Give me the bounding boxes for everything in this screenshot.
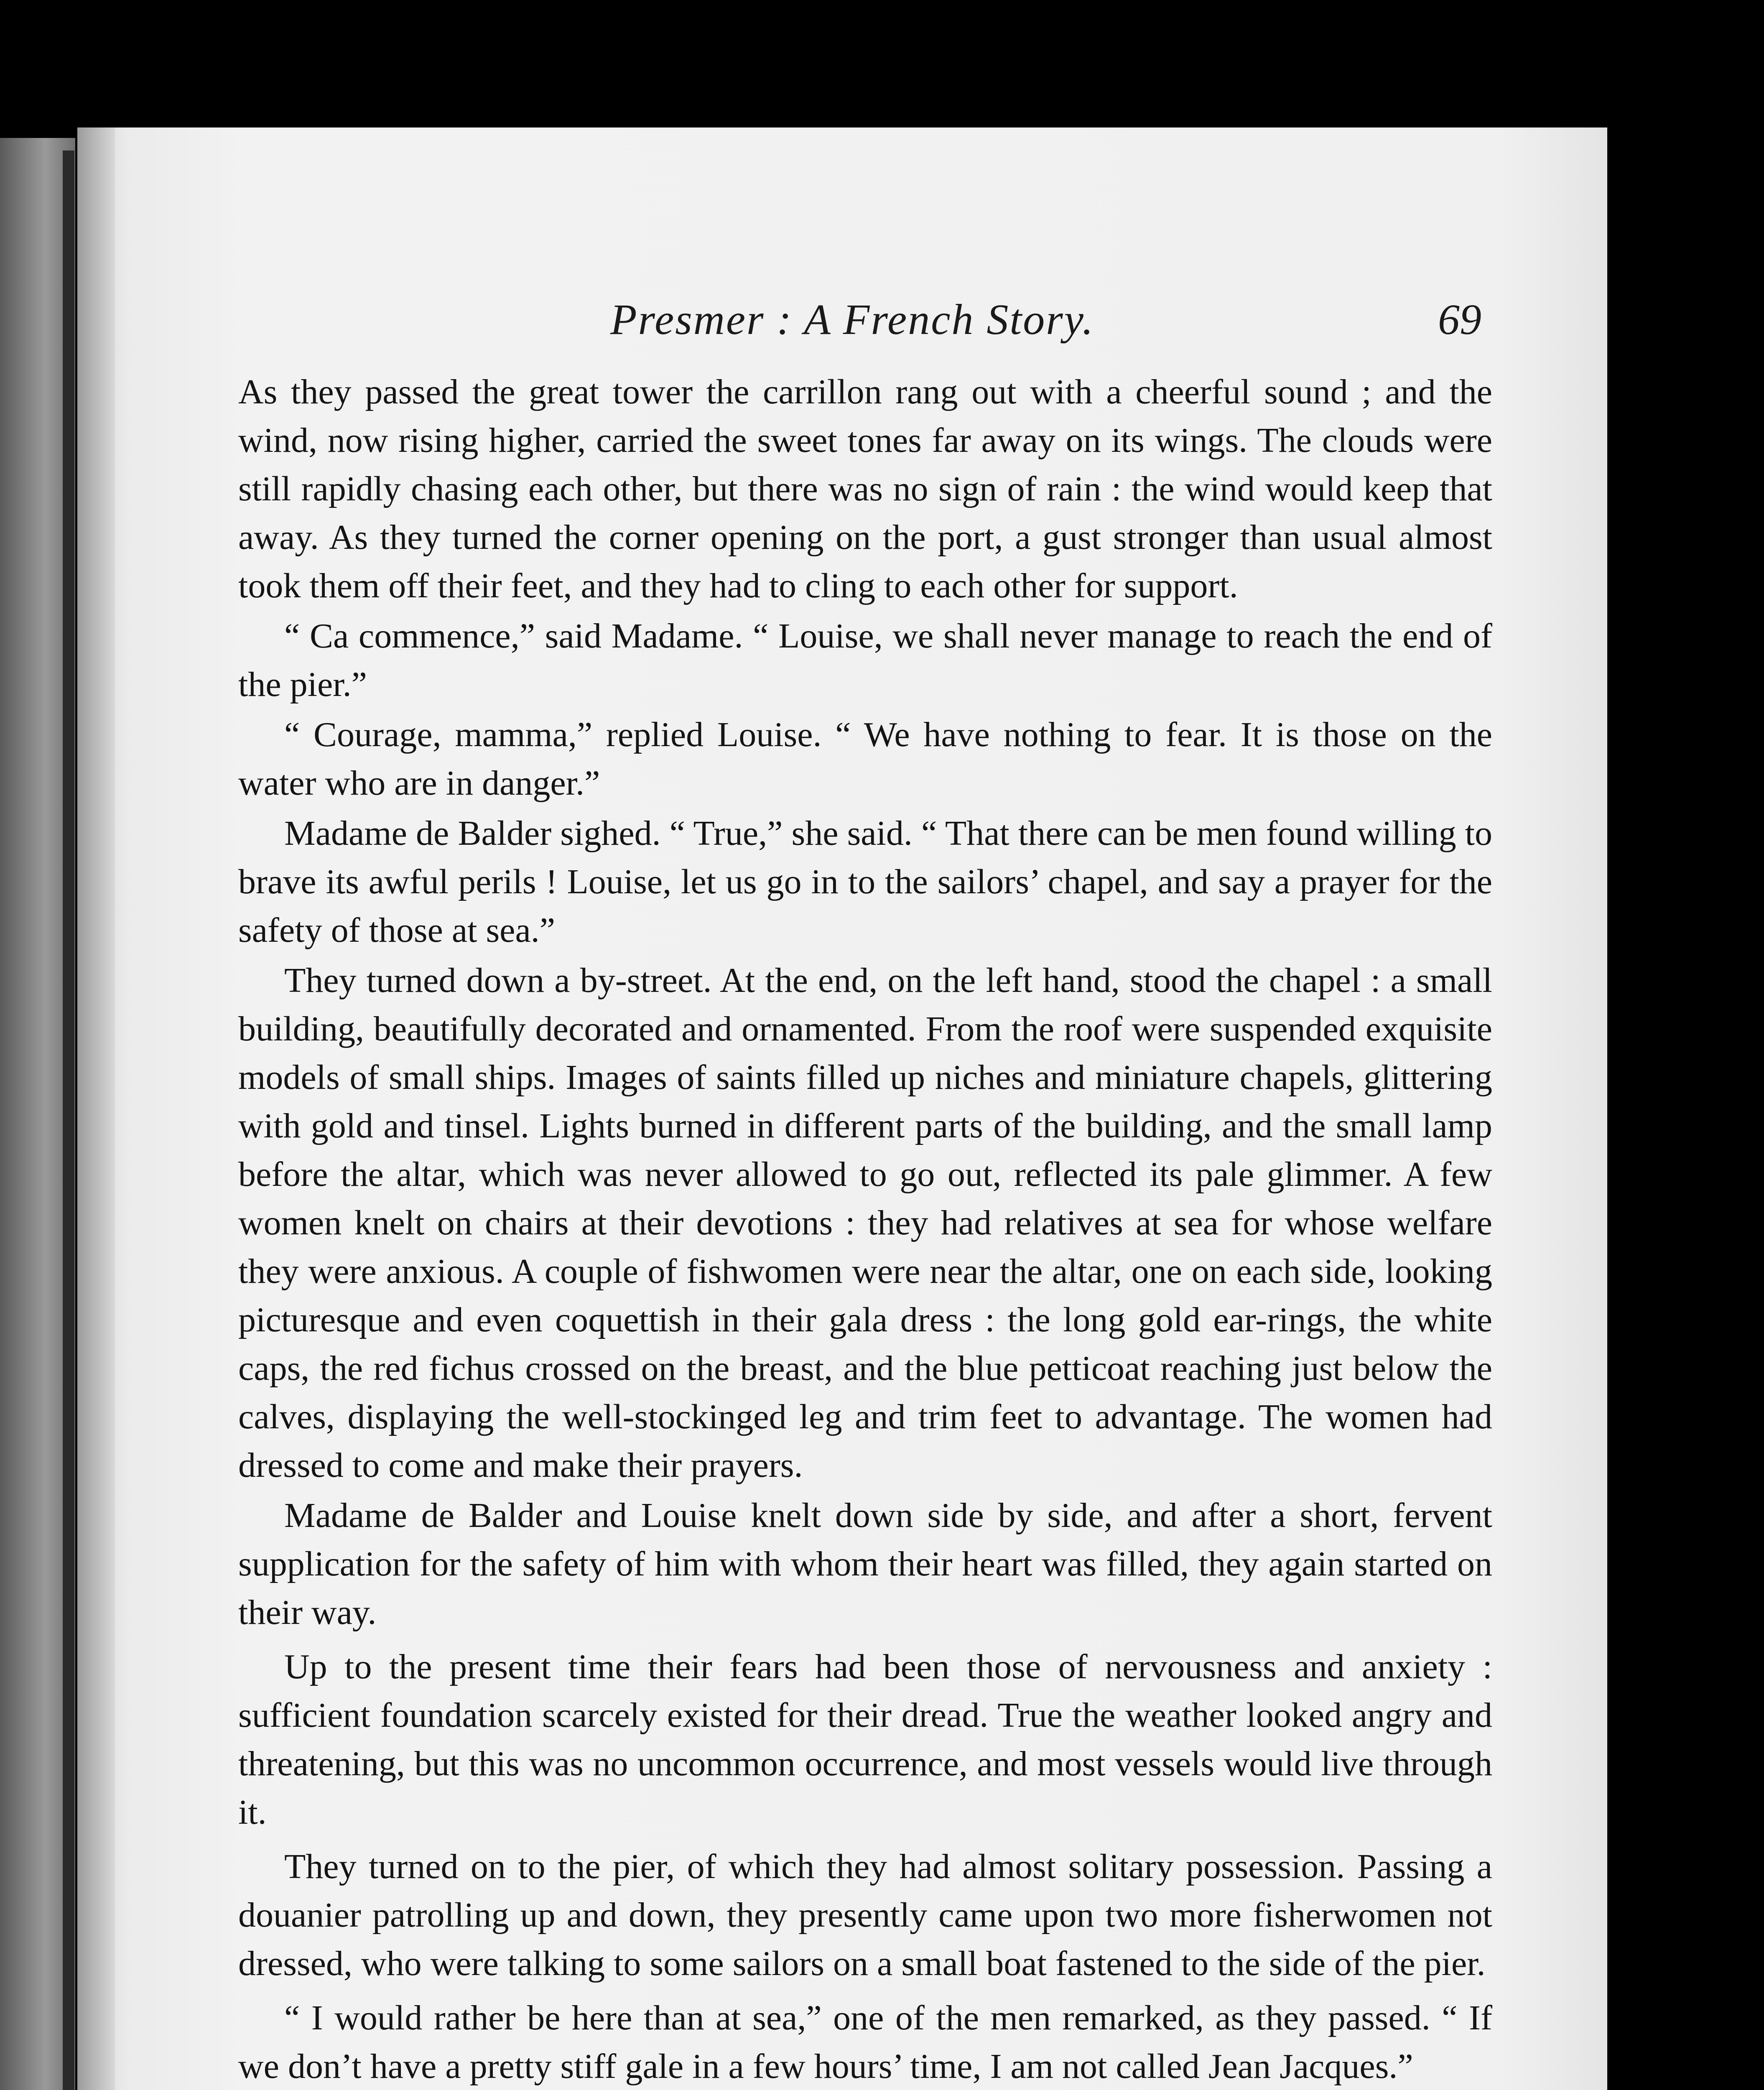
paragraph: As they passed the great tower the carrillon rang out with a cheerful sound ; and the wind, now rising higher, carried the sweet tones far away on its wings. The clouds were still rapidly chasing each other, but there was no sign of rain : the wind would keep that away. As they turned the corner opening on the port, a gust stronger than usual almost took them off their feet, and they had to cling to each other for support. xyxy=(238,372,1492,605)
paragraph: They turned down a by-street. At the end, on the left hand, stood the chapel : a small building, beautifully decorated and ornamented. From the roof were suspended exquisite models of small ships. Images of saints filled up niches and miniature chapels, glittering with gold and tinsel. Lights burned in different parts of the building, and the small lamp before the altar, which was never allowed to go out, reflected its pale glimmer. A few women knelt on chairs at their devotions : they had relatives at sea for whose welfare they were anxious. A couple of fishwomen were near the altar, one on each side, looking picturesque and even coquettish in their gala dress : the long gold ear-rings, the white caps, the red fichus crossed on the breast, and the blue petticoat reaching just below the calves, displaying the well-stockinged leg and trim feet to advantage. The women had dressed to come and make their prayers. xyxy=(238,961,1492,1485)
paragraph: “ Courage, mamma,” replied Louise. “ We have nothing to fear. It is those on the water who are in danger.” xyxy=(238,715,1492,803)
paragraph: Madame de Balder and Louise knelt down side by side, and after a short, fervent supplication for the safety of him with whom their heart was filled, they again started on their way. xyxy=(238,1496,1492,1632)
running-title: Presmer : A French Story. xyxy=(610,296,1095,344)
paragraph: “ Ca commence,” said Madame. “ Louise, we shall never manage to reach the end of the pier.” xyxy=(238,617,1492,704)
page-spine-shadow xyxy=(77,127,115,2090)
paragraph: Up to the present time their fears had been those of nervousness and anxiety : sufficient foundation scarcely existed for their dread. True the weather looked angry and threatening, but this was no uncommon occurrence, and most vessels would live through it. xyxy=(238,1647,1492,1832)
paragraph: Madame de Balder sighed. “ True,” she said. “ That there can be men found willing to brave its awful perils ! Louise, let us go in to the sailors’ chapel, and say a prayer for the safety of those at sea.” xyxy=(238,814,1492,950)
book-gutter xyxy=(63,150,74,2090)
page-number: 69 xyxy=(1438,296,1481,344)
body-text xyxy=(238,368,1492,2090)
paragraph: “ I would rather be here than at sea,” one of the men remarked, as they passed. “ If we don’t have a pretty stiff gale in a few hours’ time, I am not called Jean Jacques.” xyxy=(238,1998,1492,2086)
paragraph: They turned on to the pier, of which they had almost solitary possession. Passing a douanier patrolling up and down, they presently came upon two more fisherwomen not dressed, who were talking to some sailors on a small boat fastened to the side of the pier. xyxy=(238,1847,1492,1983)
